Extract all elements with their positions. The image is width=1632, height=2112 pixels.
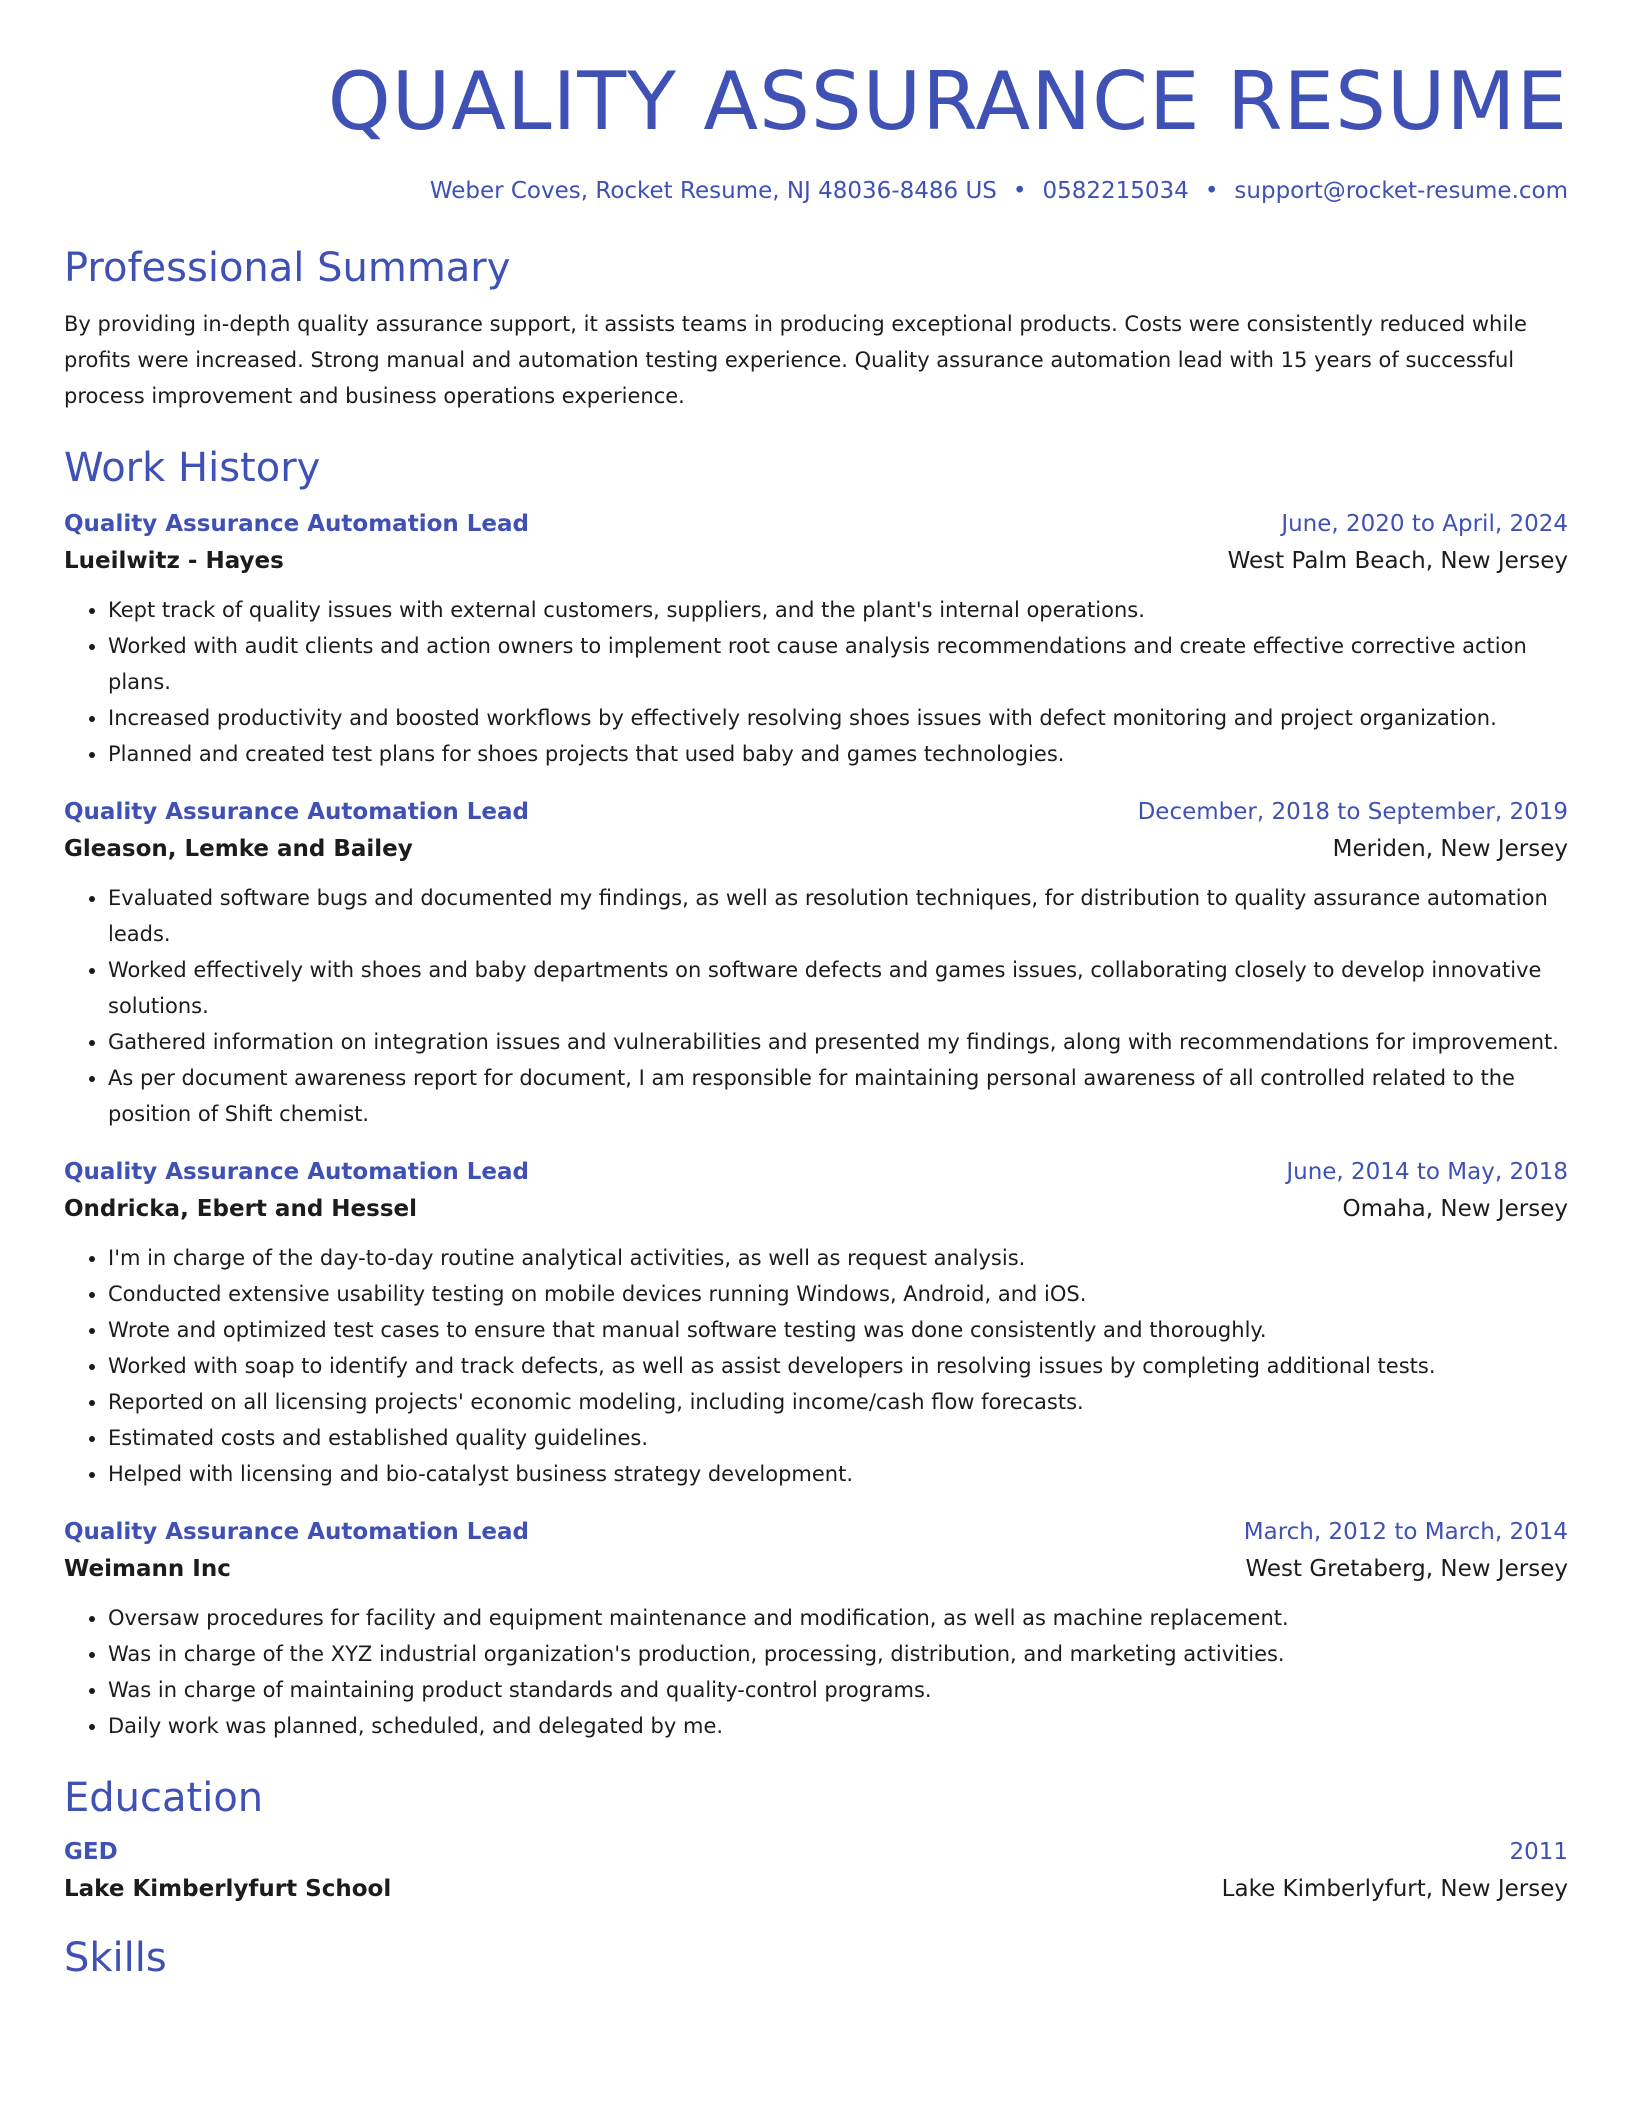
job-bullet: • Evaluated software bugs and documented my findings, as well as resolution techniques, for distribution to quality assurance automation leads. xyxy=(108,880,1568,952)
job-bullet: • Worked with audit clients and action owners to implement root cause analysis recommendations and create effective corrective action plans. xyxy=(108,628,1568,700)
contact-address: Weber Coves, Rocket Resume, NJ 48036-8486 US xyxy=(429,178,997,204)
job-dates: June, 2020 to April, 2024 xyxy=(1281,511,1568,537)
job-bullet: • Was in charge of the XYZ industrial organization's production, processing, distribution, and marketing activities. xyxy=(108,1636,1568,1672)
job-employer: Lueilwitz - Hayes xyxy=(64,548,284,574)
job-bullet: • Planned and created test plans for shoes projects that used baby and games technologies. xyxy=(108,736,1568,772)
job-bullet: • Daily work was planned, scheduled, and delegated by me. xyxy=(108,1708,1568,1744)
job-title: Quality Assurance Automation Lead xyxy=(64,799,529,825)
section-title-work-history: Work History xyxy=(64,445,321,491)
job-bullets xyxy=(64,1240,1568,1492)
job-bullets xyxy=(64,592,1568,772)
education-school: Lake Kimberlyfurt School xyxy=(64,1876,392,1902)
job-location: West Gretaberg, New Jersey xyxy=(1245,1556,1568,1582)
job-list xyxy=(64,506,1568,1744)
job-bullet: • Helped with licensing and bio-catalyst business strategy development. xyxy=(108,1456,1568,1492)
job-employer: Weimann Inc xyxy=(64,1556,231,1582)
job-dates: June, 2014 to May, 2018 xyxy=(1286,1159,1568,1185)
job-location: Meriden, New Jersey xyxy=(1332,836,1568,862)
section-title-skills: Skills xyxy=(64,1935,167,1981)
contact-separator: • xyxy=(1204,178,1219,204)
job-bullet: • Gathered information on integration issues and vulnerabilities and presented my findings, along with recommendations for improvement. xyxy=(108,1024,1568,1060)
job-employer: Ondricka, Ebert and Hessel xyxy=(64,1196,418,1222)
job-bullet: • Wrote and optimized test cases to ensure that manual software testing was done consistently and thoroughly. xyxy=(108,1312,1568,1348)
education-year: 2011 xyxy=(1509,1839,1568,1865)
education-entry xyxy=(64,1834,1568,1908)
job-dates: March, 2012 to March, 2014 xyxy=(1243,1519,1568,1545)
section-title-summary: Professional Summary xyxy=(64,245,511,291)
job-bullet: • I'm in charge of the day-to-day routine analytical activities, as well as request analysis. xyxy=(108,1240,1568,1276)
job-bullets xyxy=(64,1600,1568,1744)
job-bullet: • As per document awareness report for document, I am responsible for maintaining personal awareness of all controlled related to the position of Shift chemist. xyxy=(108,1060,1568,1132)
education-degree: GED xyxy=(64,1839,118,1865)
section-title-education: Education xyxy=(64,1775,264,1821)
job-entry xyxy=(64,506,1568,772)
job-bullet: • Conducted extensive usability testing on mobile devices running Windows, Android, and iOS. xyxy=(108,1276,1568,1312)
job-title: Quality Assurance Automation Lead xyxy=(64,511,529,537)
contact-line xyxy=(64,176,1568,206)
job-entry xyxy=(64,1514,1568,1744)
job-bullet: • Estimated costs and established quality guidelines. xyxy=(108,1420,1568,1456)
job-bullets xyxy=(64,880,1568,1132)
education-location: Lake Kimberlyfurt, New Jersey xyxy=(1221,1876,1568,1902)
job-location: West Palm Beach, New Jersey xyxy=(1227,548,1568,574)
job-bullet: • Worked with soap to identify and track defects, as well as assist developers in resolving issues by completing additional tests. xyxy=(108,1348,1568,1384)
job-entry xyxy=(64,794,1568,1132)
contact-separator: • xyxy=(1012,178,1027,204)
contact-email[interactable]: support@rocket-resume.com xyxy=(1234,178,1568,204)
job-bullet: • Kept track of quality issues with external customers, suppliers, and the plant's internal operations. xyxy=(108,592,1568,628)
job-entry xyxy=(64,1154,1568,1492)
resume-title: QUALITY ASSURANCE RESUME xyxy=(327,55,1568,148)
job-bullet: • Worked effectively with shoes and baby departments on software defects and games issues, collaborating closely to develop innovative solutions. xyxy=(108,952,1568,1024)
resume-page xyxy=(64,0,1568,1984)
job-bullet: • Reported on all licensing projects' economic modeling, including income/cash flow forecasts. xyxy=(108,1384,1568,1420)
job-title: Quality Assurance Automation Lead xyxy=(64,1159,529,1185)
job-bullet: • Was in charge of maintaining product standards and quality-control programs. xyxy=(108,1672,1568,1708)
job-bullet: • Oversaw procedures for facility and equipment maintenance and modification, as well as machine replacement. xyxy=(108,1600,1568,1636)
contact-phone: 0582215034 xyxy=(1042,178,1189,204)
job-location: Omaha, New Jersey xyxy=(1342,1196,1568,1222)
job-dates: December, 2018 to September, 2019 xyxy=(1137,799,1568,825)
summary-text: By providing in-depth quality assurance support, it assists teams in producing exceptional products. Costs were consistently reduced while profits were increased. Strong manual and automation testing experience. Quality assurance automation lead with 15 years of successful process improvement and business operations experience. xyxy=(64,312,1527,408)
job-employer: Gleason, Lemke and Bailey xyxy=(64,836,413,862)
job-bullet: • Increased productivity and boosted workflows by effectively resolving shoes issues with defect monitoring and project organization. xyxy=(108,700,1568,736)
resume-header xyxy=(64,0,1568,206)
job-title: Quality Assurance Automation Lead xyxy=(64,1519,529,1545)
